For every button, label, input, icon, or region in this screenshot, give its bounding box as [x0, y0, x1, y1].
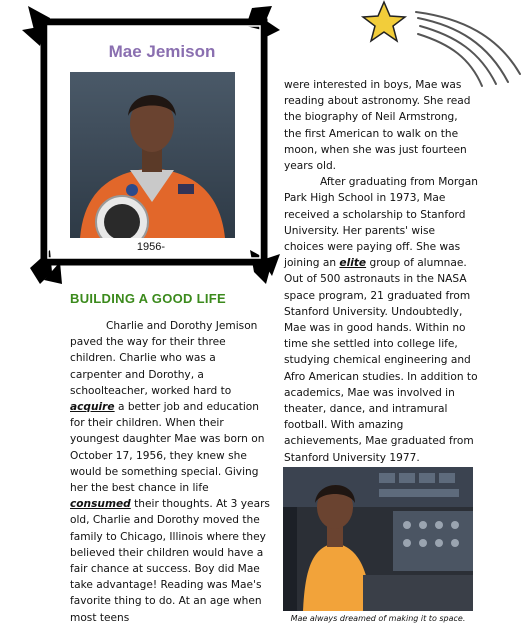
vocab-elite: elite: [339, 257, 367, 270]
left-paragraph: Charlie and Dorothy Jemison paved the way for their three children. Charlie who was a carpenter and Dorothy, a schoolteacher, worked hard to acquire a better job and education for their children. When their youngest daughter Mae was born on October 17, 1956, they knew she would be something special. Giving her the best chance in life consumed their thoughts. At 3 years old, Charlie and Dorothy moved the family to Chicago, Illinois where they believed their children would have a fair chance at success. Boy did Mae take advantage! Reading was Mae's favorite thing to do. At an age when most teens: [70, 320, 270, 624]
astronaut-portrait: [70, 72, 235, 238]
photo-caption: Mae always dreamed of making it to space.: [290, 614, 466, 623]
vocab-consumed: consumed: [70, 498, 131, 511]
section-heading: BUILDING A GOOD LIFE: [70, 291, 226, 306]
page-title: Mae Jemison: [108, 42, 216, 61]
left-text-column: [70, 318, 270, 626]
right-text-column: [284, 77, 478, 466]
birth-years: 1956-: [136, 241, 166, 253]
right-paragraph-1: were interested in boys, Mae was reading about astronomy. She read the biography of Neil Armstrong, the first American to walk on the moon, when she was just fourteen years old.: [284, 79, 471, 173]
shooting-star-icon: [358, 0, 528, 90]
cockpit-photo: [283, 467, 473, 611]
vocab-acquire: acquire: [70, 401, 115, 414]
right-paragraph-2: After graduating from Morgan Park High School in 1973, Mae received a scholarship to Stanford University. Her parents' wise choices were paying off. She was joining an elite group of alumnae. Out of 500 astronauts in the NASA space program, 21 graduated from Stanford University. Undoubtedly, Mae was in good hands. Within no time she settled into college life, studying chemical engineering and Afro American studies. In addition to academics, Mae was involved in theater, dance, and intramural football. With amazing achievements, Mae graduated from Stanford University 1977.: [284, 176, 478, 464]
